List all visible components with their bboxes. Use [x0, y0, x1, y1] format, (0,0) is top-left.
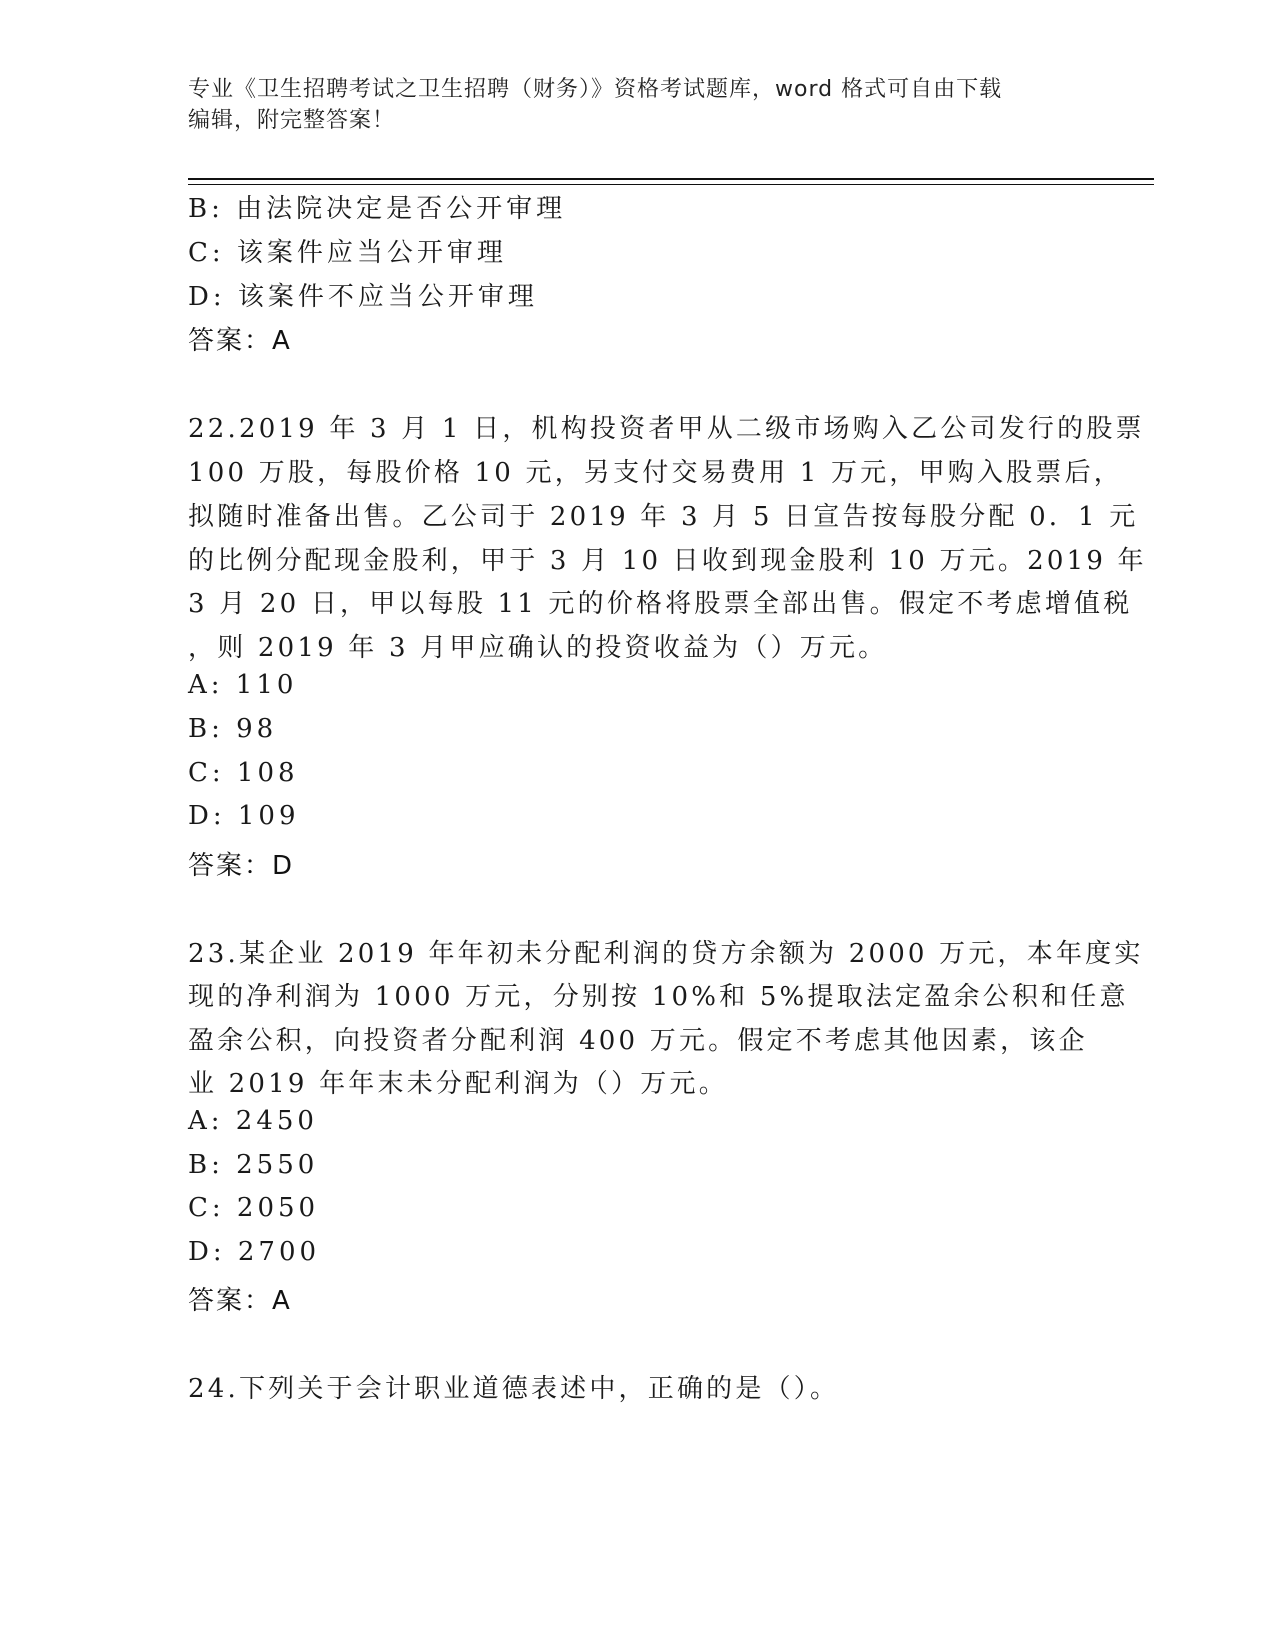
- q23-text-line: 23.某企业 2019 年年初未分配利润的贷方余额为 2000 万元，本年度实: [188, 939, 1144, 969]
- header-line-1: 专业《卫生招聘考试之卫生招聘（财务）》资格考试题库，word 格式可自由下载: [188, 77, 1003, 102]
- q21-option-b: B: 由法院决定是否公开审理: [188, 194, 567, 224]
- q23-answer: 答案：A: [188, 1286, 292, 1316]
- q22-answer: 答案：D: [188, 851, 295, 881]
- q23-option-a: A: 2450: [188, 1106, 318, 1136]
- q24-text-line: 24.下列关于会计职业道德表述中，正确的是（）。: [188, 1374, 840, 1404]
- q22-text-line: 100 万股，每股价格 10 元，另支付交易费用 1 万元，甲购入股票后，: [188, 458, 1123, 488]
- q21-answer: 答案：A: [188, 326, 292, 356]
- q23-text-line: 业 2019 年年末未分配利润为（）万元。: [188, 1069, 728, 1099]
- header-rule-thick: [188, 178, 1154, 180]
- page-header: [188, 74, 1088, 136]
- q22-option-c: C: 108: [188, 758, 299, 788]
- header-rule-thin: [188, 184, 1154, 185]
- q22-text-line: 拟随时准备出售。乙公司于 2019 年 3 月 5 日宣告按每股分配 0．1 元: [188, 502, 1139, 532]
- q21-option-c: C: 该案件应当公开审理: [188, 238, 507, 268]
- q23-option-d: D: 2700: [188, 1237, 321, 1267]
- q22-text-line: 3 月 20 日，甲以每股 11 元的价格将股票全部出售。假定不考虑增值税: [188, 589, 1133, 619]
- q23-option-c: C: 2050: [188, 1193, 320, 1223]
- q23-text-line: 现的净利润为 1000 万元，分别按 10%和 5%提取法定盈余公积和任意: [188, 982, 1129, 1012]
- header-line-2: 编辑，附完整答案！: [188, 108, 396, 133]
- q22-option-b: B: 98: [188, 714, 278, 744]
- q22-option-d: D: 109: [188, 801, 300, 831]
- q21-option-d: D: 该案件不应当公开审理: [188, 282, 538, 312]
- q22-option-a: A: 110: [188, 670, 298, 700]
- q22-text-line: 22.2019 年 3 月 1 日，机构投资者甲从二级市场购入乙公司发行的股票: [188, 414, 1145, 444]
- q22-text-line: 的比例分配现金股利，甲于 3 月 10 日收到现金股利 10 万元。2019 年: [188, 546, 1147, 576]
- q22-text-line: ，则 2019 年 3 月甲应确认的投资收益为（）万元。: [188, 633, 888, 663]
- q23-text-line: 盈余公积，向投资者分配利润 400 万元。假定不考虑其他因素，该企: [188, 1026, 1088, 1056]
- q23-option-b: B: 2550: [188, 1150, 319, 1180]
